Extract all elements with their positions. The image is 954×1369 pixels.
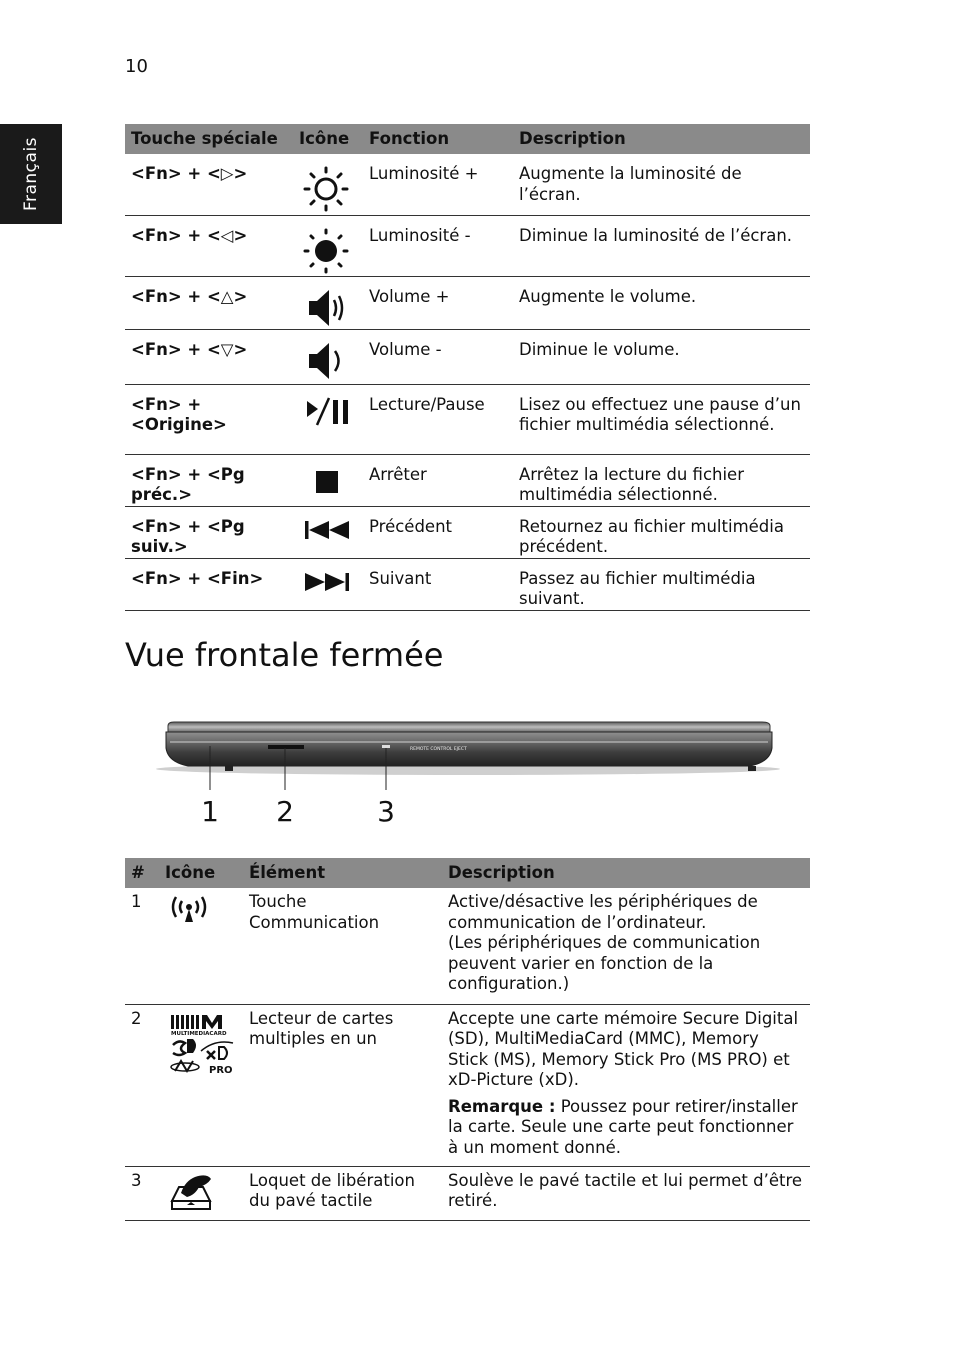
header-icon: Icône	[293, 124, 363, 154]
elements-table-header	[125, 858, 810, 888]
function-label: Volume +	[363, 276, 513, 329]
card-reader-icon	[167, 1009, 237, 1075]
brightness-up-icon	[301, 164, 351, 214]
play-pause-icon	[301, 395, 353, 429]
description: Arrêtez la lecture du fichier multimédia sélectionné.	[513, 454, 810, 506]
item-number: 1	[125, 888, 159, 1004]
table-row	[125, 506, 810, 558]
key-combo: <Fn> + <Pg suiv.>	[125, 506, 293, 558]
laptop-front-illustration	[150, 718, 780, 833]
key-combo: <Fn> + <Pg préc.>	[125, 454, 293, 506]
note	[448, 1097, 804, 1159]
pro-logo-text: PRO	[209, 1064, 233, 1075]
description: Accepte une carte mémoire Secure Digital (SD), MultiMediaCard (MMC), Memory Stick (MS), Memory Stick Pro (MS PRO) et xD-Picture (xD).	[448, 1008, 799, 1089]
key-combo: <Fn> + <△>	[125, 276, 293, 329]
volume-up-icon	[301, 287, 351, 329]
key-combo: <Fn> + <▷>	[125, 154, 293, 215]
front-view-elements-table	[125, 858, 810, 1221]
description: Active/désactive les périphériques de communication de l’ordinateur.	[448, 892, 758, 932]
header-element: Élément	[243, 858, 442, 888]
table-row	[125, 154, 810, 215]
key-combo: <Fn> + <Fin>	[125, 558, 293, 610]
wireless-communication-icon	[167, 892, 211, 926]
function-label: Suivant	[363, 558, 513, 610]
function-label: Précédent	[363, 506, 513, 558]
function-label: Lecture/Pause	[363, 384, 513, 454]
table-row	[125, 329, 810, 384]
table-row	[125, 888, 810, 1004]
callout-1: 1	[201, 795, 219, 828]
function-label: Volume -	[363, 329, 513, 384]
description: Passez au fichier multimédia suivant.	[513, 558, 810, 610]
keys-table-header	[125, 124, 810, 154]
key-combo: <Fn> + <▽>	[125, 329, 293, 384]
table-row	[125, 454, 810, 506]
item-number: 3	[125, 1166, 159, 1220]
item-number: 2	[125, 1004, 159, 1166]
key-combo: <Fn> + <Origine>	[125, 384, 293, 454]
callout-2: 2	[276, 795, 294, 828]
element-name: Touche Communication	[243, 888, 442, 1004]
description: Diminue le volume.	[513, 329, 810, 384]
section-title: Vue frontale fermée	[125, 636, 444, 674]
header-function: Fonction	[363, 124, 513, 154]
description: Retournez au fichier multimédia précédent.	[513, 506, 810, 558]
remote-control-eject-label: REMOTE CONTROL EJECT	[410, 747, 467, 752]
element-name: Lecteur de cartes multiples en un	[243, 1004, 442, 1166]
table-row	[125, 384, 810, 454]
description: Soulève le pavé tactile et lui permet d’être retiré.	[442, 1166, 810, 1220]
header-icon: Icône	[159, 858, 243, 888]
header-key: Touche spéciale	[125, 124, 293, 154]
table-row	[125, 276, 810, 329]
description: Diminue la luminosité de l’écran.	[513, 215, 810, 276]
header-number: #	[125, 858, 159, 888]
previous-icon	[301, 517, 353, 543]
description-extra: (Les périphériques de communication peuvent varier en fonction de la configuration.)	[448, 933, 761, 993]
volume-down-icon	[301, 340, 351, 382]
special-keys-table	[125, 124, 810, 611]
language-tab	[0, 124, 62, 224]
stop-icon	[301, 465, 351, 495]
page-number: 10	[125, 56, 148, 77]
next-icon	[301, 569, 353, 595]
description: Augmente la luminosité de l’écran.	[513, 154, 810, 215]
key-combo: <Fn> + <◁>	[125, 215, 293, 276]
language-tab-label: Français	[21, 136, 41, 212]
table-row	[125, 1166, 810, 1220]
table-row	[125, 558, 810, 610]
mmc-logo-text: MULTIMEDIACARD	[171, 1030, 227, 1037]
note-text: Poussez pour retirer/installer la carte. Seule une carte peut fonctionner à un moment donné.	[448, 1096, 798, 1157]
touchpad-release-icon	[167, 1171, 217, 1213]
function-label: Luminosité -	[363, 215, 513, 276]
description: Lisez ou effectuez une pause d’un fichier multimédia sélectionné.	[513, 384, 810, 454]
function-label: Arrêter	[363, 454, 513, 506]
function-label: Luminosité +	[363, 154, 513, 215]
header-description: Description	[442, 858, 810, 888]
header-description: Description	[513, 124, 810, 154]
callout-3: 3	[377, 795, 395, 828]
table-row	[125, 215, 810, 276]
note-label: Remarque :	[448, 1096, 556, 1116]
description: Augmente le volume.	[513, 276, 810, 329]
brightness-down-icon	[301, 226, 351, 276]
element-name: Loquet de libération du pavé tactile	[243, 1166, 442, 1220]
table-row	[125, 1004, 810, 1166]
